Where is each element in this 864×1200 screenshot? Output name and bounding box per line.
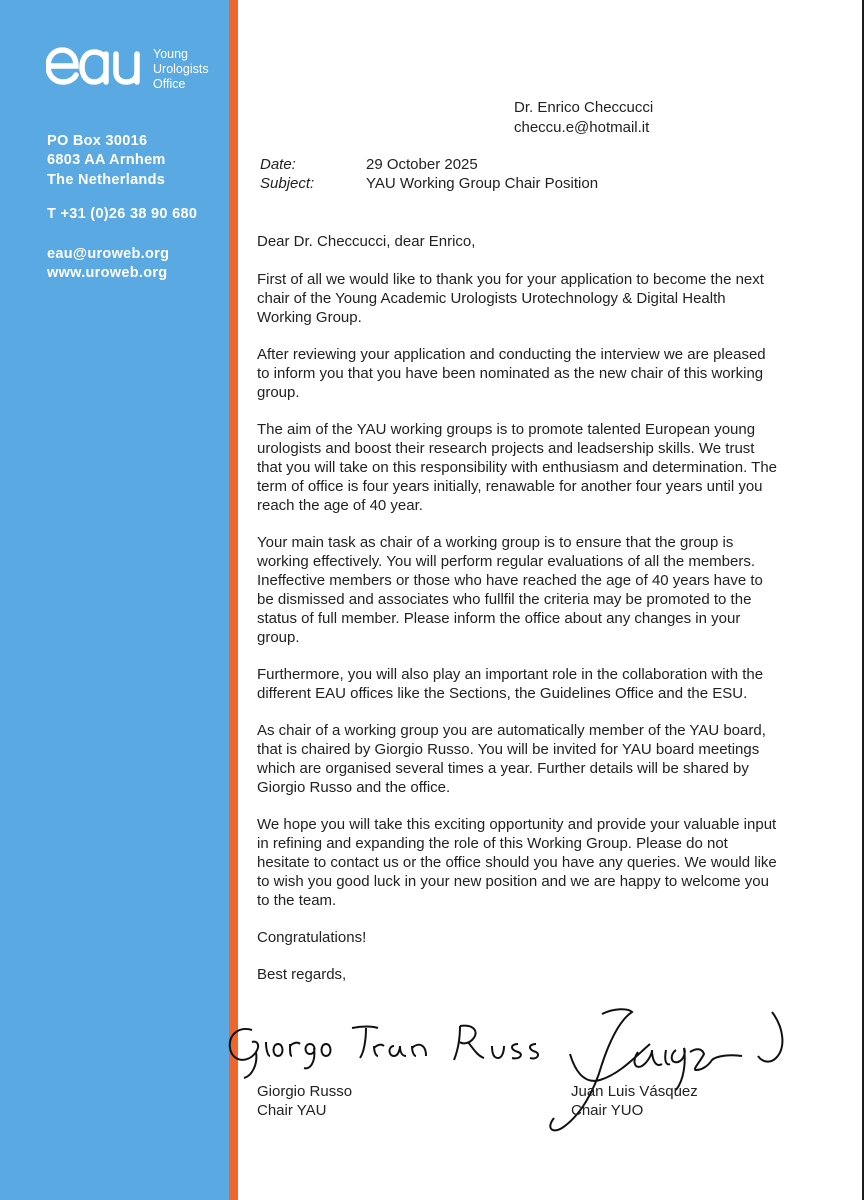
website-link: www.uroweb.org: [47, 265, 168, 281]
paragraph: After reviewing your application and conducting the interview we are pleased to inform you that you have been nominated as the new chair of this working group.: [257, 346, 766, 401]
eau-logo: [46, 44, 216, 94]
logo-line-2: Urologists: [153, 62, 209, 76]
signer-title: Chair YAU: [257, 1102, 327, 1119]
paragraph: As chair of a working group you are automatically member of the YAU board, that is chaired by Giorgio Russo. You will be invited for YAU board meetings which are organised several times a year. Further details will be shared by Giorgio Russo and the office.: [257, 722, 766, 796]
logo-line-1: Young: [153, 47, 188, 61]
signer-title: Chair YUO: [571, 1102, 644, 1119]
date-value: 29 October 2025: [366, 156, 478, 173]
signer-giorgio-russo: [257, 1082, 352, 1120]
subject-label: Subject:: [260, 175, 315, 192]
letter-body: [257, 232, 777, 1002]
letterhead-sidebar: [0, 0, 229, 1200]
paragraph: We hope you will take this exciting opportunity and provide your valuable input in refining and expanding the role of this Working Group. Please do not hesitate to contact us or the office should you have any queries. We would like to wish you good luck in your new position and we are happy to welcome you to the team.: [257, 816, 777, 909]
logo-wordmark: [153, 47, 209, 92]
address-line-3: The Netherlands: [47, 171, 166, 188]
address-line-1: PO Box 30016: [47, 133, 148, 149]
recipient-email: checcu.e@hotmail.it: [514, 119, 650, 136]
closing: Best regards,: [257, 966, 347, 983]
paragraph: Your main task as chair of a working group is to ensure that the group is working effectively. You will perform regular evaluations of all the members. Ineffective members or those who have reached the age of 40 years have to be dismissed and associates who fullfil the criteria may be promoted to the status of full member. Please inform the office about any changes in your group.: [257, 534, 763, 646]
paragraph: Furthermore, you will also play an important role in the collaboration with the different EAU offices like the Sections, the Guidelines Office and the ESU.: [257, 666, 764, 702]
salutation: Dear Dr. Checcucci, dear Enrico,: [257, 233, 476, 250]
signer-name: Giorgio Russo: [257, 1083, 353, 1100]
congratulations: Congratulations!: [257, 929, 367, 946]
recipient-name: Dr. Enrico Checcucci: [514, 99, 654, 116]
signer-name: Juan Luis Vásquez: [571, 1083, 698, 1100]
recipient-block: [514, 98, 653, 138]
eau-logo-icon: [46, 46, 146, 88]
phone-number: T +31 (0)26 38 90 680: [47, 206, 198, 222]
contact-block: [47, 245, 169, 283]
date-label: Date:: [260, 156, 296, 173]
postal-address: [47, 132, 166, 190]
signer-juan-luis-vasquez: [571, 1082, 698, 1120]
paragraph: First of all we would like to thank you for your application to become the next chair of the Young Academic Urologists Urotechnology & Digital Health Working Group.: [257, 271, 764, 326]
paragraph: The aim of the YAU working groups is to promote talented European young urologists and boost their research projects and leadsership skills. We trust that you will take on this responsibility with enthusiasm and determination. The term of office is four years initially, renawable for another four years until you reach the age of 40 year.: [257, 421, 777, 514]
address-line-2: 6803 AA Arnhem: [47, 152, 166, 169]
subject-value: YAU Working Group Chair Position: [366, 175, 599, 192]
signature-giorgio-russo: [222, 1012, 542, 1082]
logo-line-3: Office: [153, 77, 186, 91]
email-address: eau@uroweb.org: [47, 246, 170, 262]
